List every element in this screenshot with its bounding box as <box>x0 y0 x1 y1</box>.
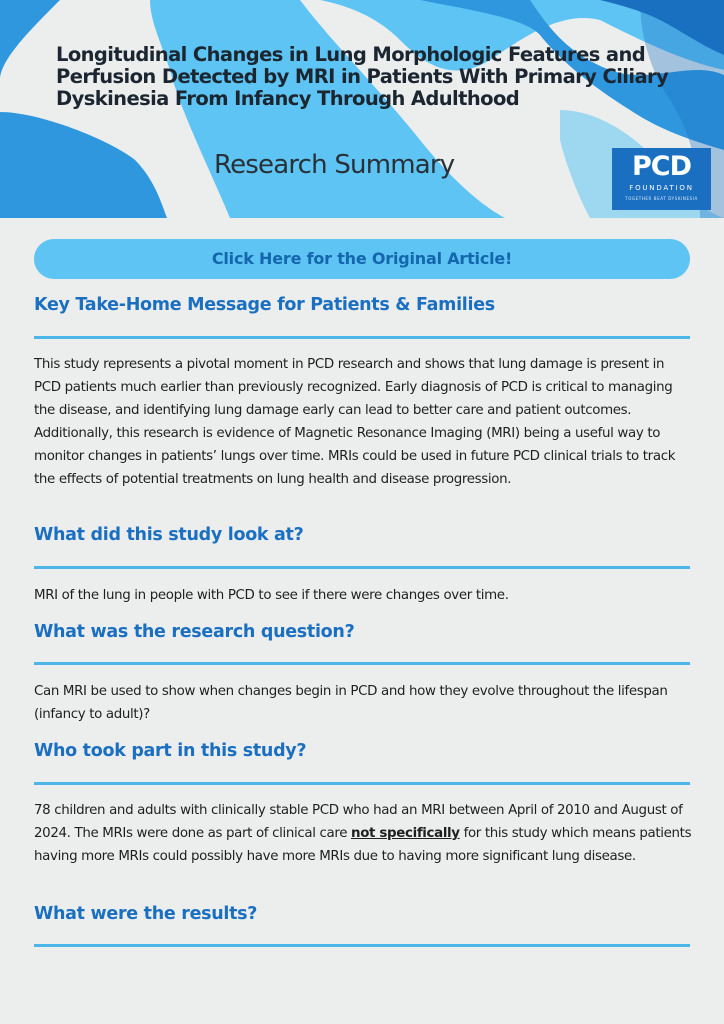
logo-tagline: TOGETHER BEAT DYSKINESIA <box>625 196 698 201</box>
body-study-focus: MRI of the lung in people with PCD to see if there were changes over time. <box>34 588 509 603</box>
heading-study-focus: What did this study look at? <box>34 525 304 545</box>
body-participants <box>34 799 694 868</box>
divider <box>34 566 690 569</box>
heading-key-take-home: Key Take-Home Message for Patients & Families <box>34 295 495 315</box>
divider <box>34 944 690 947</box>
logo-mark: PCD <box>631 151 691 182</box>
header-banner <box>0 0 724 218</box>
logo-name: FOUNDATION <box>629 184 694 192</box>
body-research-question: Can MRI be used to show when changes begin in PCD and how they evolve throughout the lifespan (infancy to adult)? <box>34 684 668 722</box>
document-subtitle: Research Summary <box>214 150 455 180</box>
heading-results: What were the results? <box>34 904 258 924</box>
heading-research-question: What was the research question? <box>34 622 355 642</box>
participants-emphasis: not specifically <box>351 826 460 841</box>
pcd-foundation-logo <box>612 148 711 210</box>
body-key-take-home: This study represents a pivotal moment in PCD research and shows that lung damage is present in PCD patients much earlier than previously recognized. Early diagnosis of PCD is critical to managing the disease, and identifying lung damage early can lead to better care and patient outcomes. Additionally, this research is evidence of Magnetic Resonance Imaging (MRI) being a useful way to monitor changes in patients’ lungs over time. MRIs could be used in future PCD clinical trials to track the effects of potential treatments on lung health and disease progression. <box>34 357 676 487</box>
original-article-link-button[interactable]: Click Here for the Original Article! <box>34 239 690 279</box>
divider <box>34 782 690 785</box>
divider <box>34 336 690 339</box>
participants-text-end: for this study which means patients having more MRIs could possibly have more MRIs due to having more significant lung disease. <box>34 826 692 864</box>
heading-participants: Who took part in this study? <box>34 741 307 761</box>
participants-text-start: 78 children and adults with clinically stable PCD who had an MRI between April of 2010 and August of 2024. The MRIs were done as part of clinical care <box>34 803 683 841</box>
divider <box>34 662 690 665</box>
document-title: Longitudinal Changes in Lung Morphologic Features and Perfusion Detected by MRI in Patients With Primary Ciliary Dyskinesia From Infancy Through Adulthood <box>56 43 669 110</box>
